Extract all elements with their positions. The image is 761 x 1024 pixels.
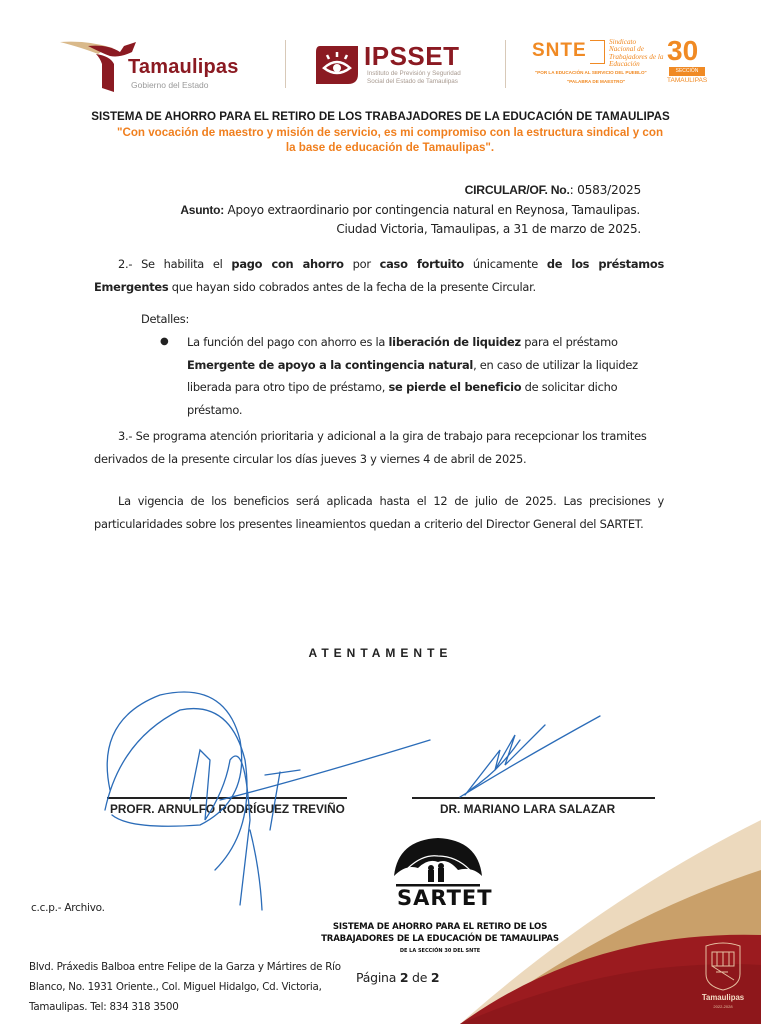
subject-line xyxy=(180,203,640,217)
text-run: 2.- Se habilita el xyxy=(118,257,232,271)
sartet-seal-line: TRABAJADORES DE LA EDUCACIÓN DE TAMAULIPAS xyxy=(321,934,559,944)
circular-value: : 0583/2025 xyxy=(569,183,641,197)
text-run: únicamente xyxy=(463,257,547,271)
subject-text: Apoyo extraordinario por contingencia natural en Reynosa, Tamaulipas. xyxy=(223,203,640,217)
bullet-icon: ● xyxy=(160,336,169,347)
footer-address: Blvd. Práxedis Balboa entre Felipe de la Garza y Mártires de Río Blanco, No. 1931 Oriente., Col. Miguel Hidalgo, Cd. Victoria, Tamaulipas. Tel: 834 318 3500 xyxy=(29,961,341,1013)
tamaulipas-logo-name: Tamaulipas xyxy=(128,56,239,78)
page-total: 2 xyxy=(430,970,440,985)
ipsset-logo-name: IPSSET xyxy=(364,41,460,71)
section-label: SECCIÓN xyxy=(669,67,705,76)
signature-left-stroke xyxy=(220,740,430,800)
snte-motto-secondary: "PALABRA DE MAESTRO" xyxy=(567,79,626,84)
sartet-tree-icon xyxy=(388,836,488,888)
header-motto xyxy=(110,125,670,155)
place-date: Ciudad Victoria, Tamaulipas, a 31 de marzo de 2025. xyxy=(336,222,641,236)
snte-name-line: Trabajadores de la xyxy=(609,52,664,61)
corner-crest-years: 2022-2028 xyxy=(713,1004,733,1009)
tamaulipas-crest-icon xyxy=(702,940,744,992)
bold-run: se pierde el beneficio xyxy=(388,380,522,394)
tamaulipas-logo-subtitle: Gobierno del Estado xyxy=(131,80,209,90)
bold-run: caso fortuito xyxy=(379,257,464,271)
sartet-seal-line: SISTEMA DE AHORRO PARA EL RETIRO DE LOS xyxy=(332,922,548,932)
left-signer-name: PROFR. ARNULFO RODRÍGUEZ TREVIÑO xyxy=(110,802,345,816)
snte-name-line: Educación xyxy=(609,60,640,69)
point-2-paragraph xyxy=(94,253,664,298)
bold-run: Emergente de apoyo a la contingencia natural xyxy=(187,357,474,372)
bold-run: pago con ahorro xyxy=(231,257,344,271)
page-number xyxy=(356,970,439,985)
closing-paragraph: La vigencia de los beneficios será aplicada hasta el 12 de julio de 2025. Las precisiones y particularidades sobre los presentes lineamientos quedan a criterio del Director General del SARTET. xyxy=(94,494,664,531)
text-run: por xyxy=(343,257,380,271)
snte-name-line: Sindicato xyxy=(609,38,637,46)
page-current: 2 xyxy=(399,970,409,985)
ipsset-subtitle-line1: Instituto de Previsión y Seguridad xyxy=(367,70,461,77)
document-header-title: SISTEMA DE AHORRO PARA EL RETIRO DE LOS TRABAJADORES DE LA EDUCACIÓN DE TAMAULIPAS xyxy=(91,110,670,123)
circular-number xyxy=(465,183,641,197)
section-number: 30 xyxy=(667,35,699,66)
details-label: Detalles: xyxy=(141,312,190,326)
text-run: de solicitar dicho préstamo. xyxy=(187,380,618,417)
detail-list-item xyxy=(187,331,647,421)
signature-line-right xyxy=(412,797,655,799)
point-3-paragraph: 3.- Se programa atención prioritaria y adicional a la gira de trabajo para recepcionar los tramites derivados de la presente circular los días jueves 3 y viernes 4 de abril de 2025. xyxy=(94,429,647,466)
page-prefix: Página xyxy=(356,970,400,985)
text-run: , en caso de utilizar la liquidez liberada para otro tipo de préstamo, xyxy=(187,357,638,394)
subject-label: Asunto: xyxy=(180,203,224,217)
text-run: La función del pago con ahorro es la xyxy=(187,335,389,349)
sartet-seal-name: SARTET xyxy=(397,886,493,910)
salutation: ATENTAMENTE xyxy=(308,646,453,660)
ccp-archive: c.c.p.- Archivo. xyxy=(31,902,105,914)
bold-run: de los préstamos Emergentes xyxy=(94,257,665,294)
snte-full-name xyxy=(609,39,663,69)
section-state: TAMAULIPAS xyxy=(667,77,708,84)
header-divider xyxy=(505,40,506,88)
bold-run: liberación de liquidez xyxy=(388,335,521,349)
snte-book-icon xyxy=(590,40,605,64)
ipsset-logo-subtitle xyxy=(367,70,461,85)
signature-right-stroke xyxy=(460,716,600,797)
circular-label: CIRCULAR/OF. No. xyxy=(464,183,570,197)
header-divider xyxy=(285,40,286,88)
motto-line: "Con vocación de maestro y misión de servicio, es mi compromiso con la estructura sindical y con xyxy=(116,126,664,139)
signature-left-stroke xyxy=(265,770,300,830)
text-run: que hayan sido cobrados antes de la fecha de la presente Circular. xyxy=(168,279,536,294)
ipsset-subtitle-line2: Social del Estado de Tamaulipas xyxy=(367,77,458,85)
snte-motto: "POR LA EDUCACIÓN AL SERVICIO DEL PUEBLO" xyxy=(535,70,647,75)
ipsset-eye-icon xyxy=(314,44,360,86)
signature-right-stroke xyxy=(470,740,520,790)
signature-line-left xyxy=(107,797,347,799)
right-signer-name: DR. MARIANO LARA SALAZAR xyxy=(440,802,616,816)
sartet-seal-text xyxy=(290,921,590,945)
signature-left-stroke xyxy=(190,750,250,905)
text-run: para el préstamo xyxy=(520,335,618,349)
snte-name-line: Nacional de xyxy=(609,45,644,54)
corner-crest-name: Tamaulipas xyxy=(701,993,745,1002)
signature-left-stroke xyxy=(250,830,262,910)
snte-logo-name: SNTE xyxy=(532,40,587,61)
signature-left-stroke xyxy=(105,709,247,870)
motto-line: la base de educación de Tamaulipas". xyxy=(285,141,495,154)
sartet-seal-section: DE LA SECCIÓN 30 DEL SNTE xyxy=(399,948,481,954)
page-mid: de xyxy=(408,970,431,985)
signature-right-stroke xyxy=(465,725,545,795)
